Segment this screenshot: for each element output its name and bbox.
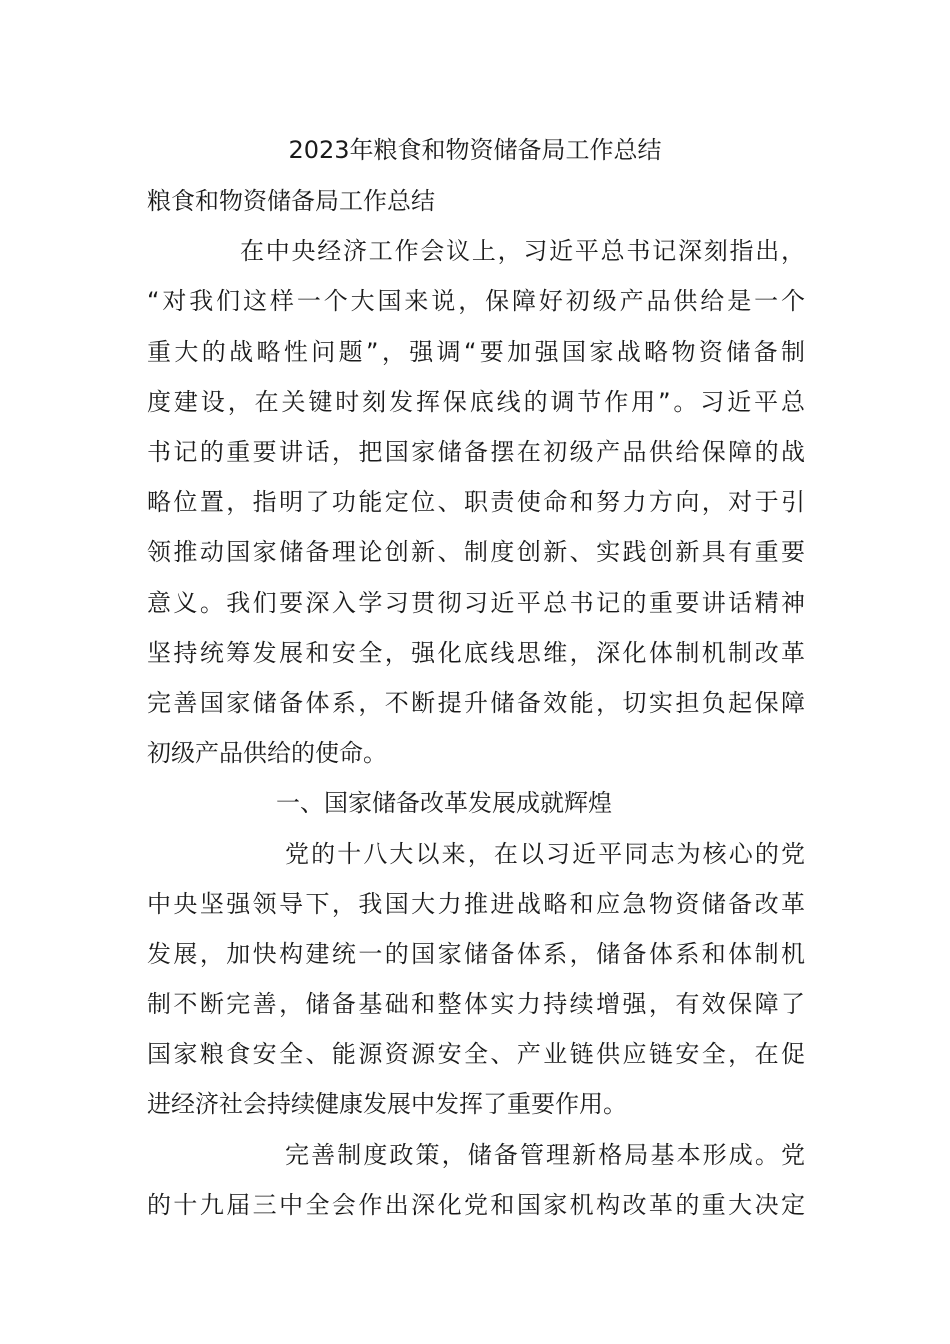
paragraph-line: 中央坚强领导下，我国大力推进战略和应急物资储备改革 — [147, 890, 805, 918]
paragraph-line: 国家粮食安全、能源资源安全、产业链供应链安全，在促 — [147, 1040, 805, 1068]
section-heading: 一、国家储备改革发展成就辉煌 — [276, 789, 612, 817]
paragraph-line: 初级产品供给的使命。 — [147, 739, 387, 767]
paragraph-line: 领推动国家储备理论创新、制度创新、实践创新具有重要 — [147, 538, 805, 566]
paragraph-line: 略位置，指明了功能定位、职责使命和努力方向，对于引 — [147, 488, 805, 516]
paragraph-line: 度建设，在关键时刻发挥保底线的调节作用”。习近平总 — [147, 388, 805, 416]
document-title: 2023年粮食和物资储备局工作总结 — [288, 136, 662, 164]
document-subtitle: 粮食和物资储备局工作总结 — [147, 187, 435, 215]
paragraph-line: 在中央经济工作会议上，习近平总书记深刻指出， — [240, 237, 805, 265]
paragraph-line: 进经济社会持续健康发展中发挥了重要作用。 — [147, 1090, 627, 1118]
paragraph-line: 发展，加快构建统一的国家储备体系，储备体系和体制机 — [147, 940, 805, 968]
paragraph-line: 的十九届三中全会作出深化党和国家机构改革的重大决定 — [147, 1191, 805, 1219]
paragraph-line: 完善国家储备体系，不断提升储备效能，切实担负起保障 — [147, 689, 805, 717]
paragraph-line: 党的十八大以来，在以习近平同志为核心的党 — [285, 840, 805, 868]
paragraph-line: 坚持统筹发展和安全，强化底线思维，深化体制机制改革 — [147, 639, 805, 667]
paragraph-line: 意义。我们要深入学习贯彻习近平总书记的重要讲话精神 — [147, 589, 805, 617]
paragraph-line: “对我们这样一个大国来说，保障好初级产品供给是一个 — [147, 287, 805, 315]
paragraph-line: 书记的重要讲话，把国家储备摆在初级产品供给保障的战 — [147, 438, 805, 466]
paragraph-line: 重大的战略性问题”，强调“要加强国家战略物资储备制 — [147, 338, 805, 366]
paragraph-line: 完善制度政策，储备管理新格局基本形成。党 — [285, 1141, 805, 1169]
paragraph-line: 制不断完善，储备基础和整体实力持续增强，有效保障了 — [147, 990, 805, 1018]
